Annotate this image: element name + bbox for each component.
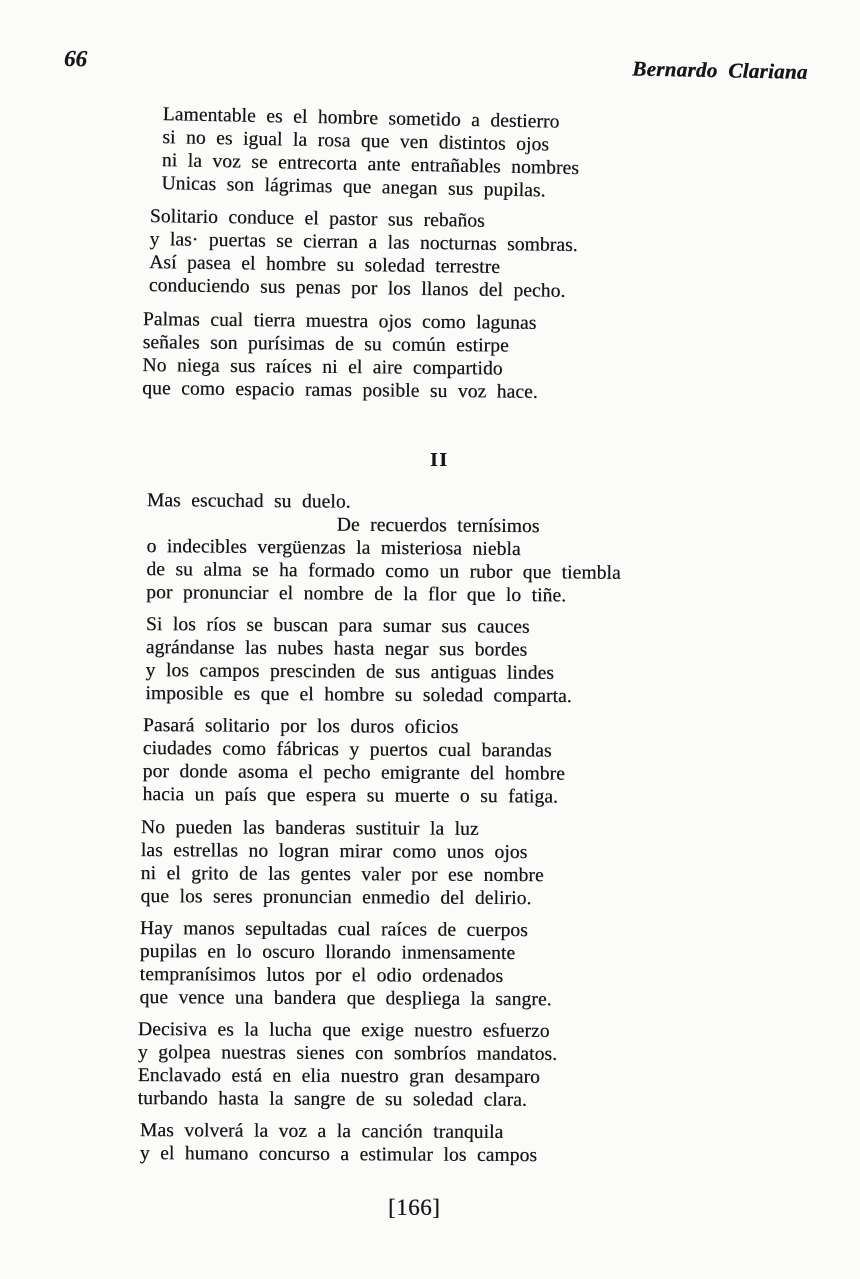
poem-stanza-5 bbox=[145, 613, 572, 708]
poem-line: Si los ríos se buscan para sumar sus cauces bbox=[145, 614, 530, 638]
poem-line: si no es igual la rosa que ven distintos ojos bbox=[162, 126, 550, 156]
poem-line: Lamentable es el hombre sometido a destierro bbox=[162, 103, 560, 133]
poem-line: Solitario conduce el pastor sus rebaños bbox=[149, 205, 485, 232]
poem-line: De recuerdos ternísimos bbox=[336, 514, 540, 538]
poem-line: que como espacio ramas posible su voz hace. bbox=[142, 377, 538, 403]
poem-line: y el humano concurso a estimular los campos bbox=[139, 1142, 538, 1167]
poem-line: Decisiva es la lucha que exige nuestro esfuerzo bbox=[137, 1019, 550, 1042]
page-number-top: 66 bbox=[63, 45, 88, 72]
page-number-bottom: [166] bbox=[388, 1195, 441, 1220]
poem-line: señales son purísimas de su común estirpe bbox=[142, 331, 509, 357]
poem-line: agrándanse las nubes hasta negar sus bordes bbox=[145, 636, 528, 661]
poem-stanza-1 bbox=[161, 103, 580, 203]
poem-stanza-7 bbox=[141, 816, 544, 910]
poem-line: Hay manos sepultadas cual raíces de cuerpos bbox=[139, 918, 528, 942]
poem-line: que vence una bandera que despliega la sangre. bbox=[139, 986, 552, 1011]
poem-stanza-9 bbox=[138, 1018, 558, 1112]
poem-line: ni la voz se entrecorta ante entrañables nombres bbox=[161, 149, 580, 179]
poem-line: No niega sus raíces ni el aire compartido bbox=[142, 354, 503, 380]
poem-line: por donde asoma el pecho emigrante del hombre bbox=[142, 760, 566, 785]
poem-line: por pronunciar el nombre de la flor que lo tiñe. bbox=[146, 581, 567, 607]
poem-line: hacia un país que espera su muerte o su fatiga. bbox=[142, 783, 559, 808]
poem-line: tempranísimos lutos por el odio ordenados bbox=[139, 963, 504, 987]
poem-line: Así pasea el hombre su soledad terrestre bbox=[149, 251, 501, 278]
poem-line: Mas volverá la voz a la canción tranquila bbox=[139, 1120, 504, 1143]
poem-stanza-2 bbox=[149, 205, 579, 303]
poem-line: y golpea nuestras sienes con sombríos mandatos. bbox=[137, 1041, 558, 1065]
section-marker: II bbox=[430, 449, 449, 471]
poem-line: que los seres pronuncian enmedio del delirio. bbox=[140, 885, 532, 910]
poem-line: conduciendo sus penas por los llanos del pecho. bbox=[148, 274, 566, 302]
poem-stanza-6 bbox=[142, 714, 565, 809]
poem-line: No pueden las banderas sustituir la luz bbox=[140, 817, 479, 840]
poem-line: y los campos prescinden de sus antiguas lindes bbox=[145, 659, 555, 684]
poem-line: Enclavado está en elia nuestro gran desamparo bbox=[137, 1064, 540, 1088]
poem-line: imposible es que el hombre su soledad comparta. bbox=[145, 682, 572, 707]
poem-line: turbando hasta la sangre de su soledad clara. bbox=[137, 1087, 527, 1111]
poem-stanza-8 bbox=[140, 917, 553, 1011]
poem-line: Pasará solitario por los duros oficios bbox=[142, 715, 459, 738]
poem-line: de su alma se ha formado como un rubor que tiembla bbox=[146, 558, 621, 584]
poem-stanza-4 bbox=[146, 489, 621, 608]
poem-line: pupilas en lo oscuro llorando inmensamente bbox=[139, 940, 516, 964]
poem-line: ciudades como fábricas y puertos cual barandas bbox=[142, 737, 552, 762]
poem-line: y las· puertas se cierran a las nocturnas sombras. bbox=[149, 228, 578, 256]
author-running-header: Bernardo Clariana bbox=[632, 56, 808, 84]
poem-line: Unicas son lágrimas que anegan sus pupilas. bbox=[161, 172, 546, 202]
poem-line: o indecibles vergüenzas la misteriosa niebla bbox=[146, 535, 521, 560]
poem-stanza-3 bbox=[142, 308, 538, 404]
poem-line: Palmas cual tierra muestra ojos como lagunas bbox=[142, 308, 537, 334]
poem-line: ni el grito de las gentes valer por ese nombre bbox=[140, 862, 544, 887]
poem-line: las estrellas no logran mirar como unos ojos bbox=[140, 839, 528, 864]
poem-line: Mas escuchad su duelo. bbox=[146, 489, 351, 513]
poem-stanza-10 bbox=[140, 1119, 537, 1167]
